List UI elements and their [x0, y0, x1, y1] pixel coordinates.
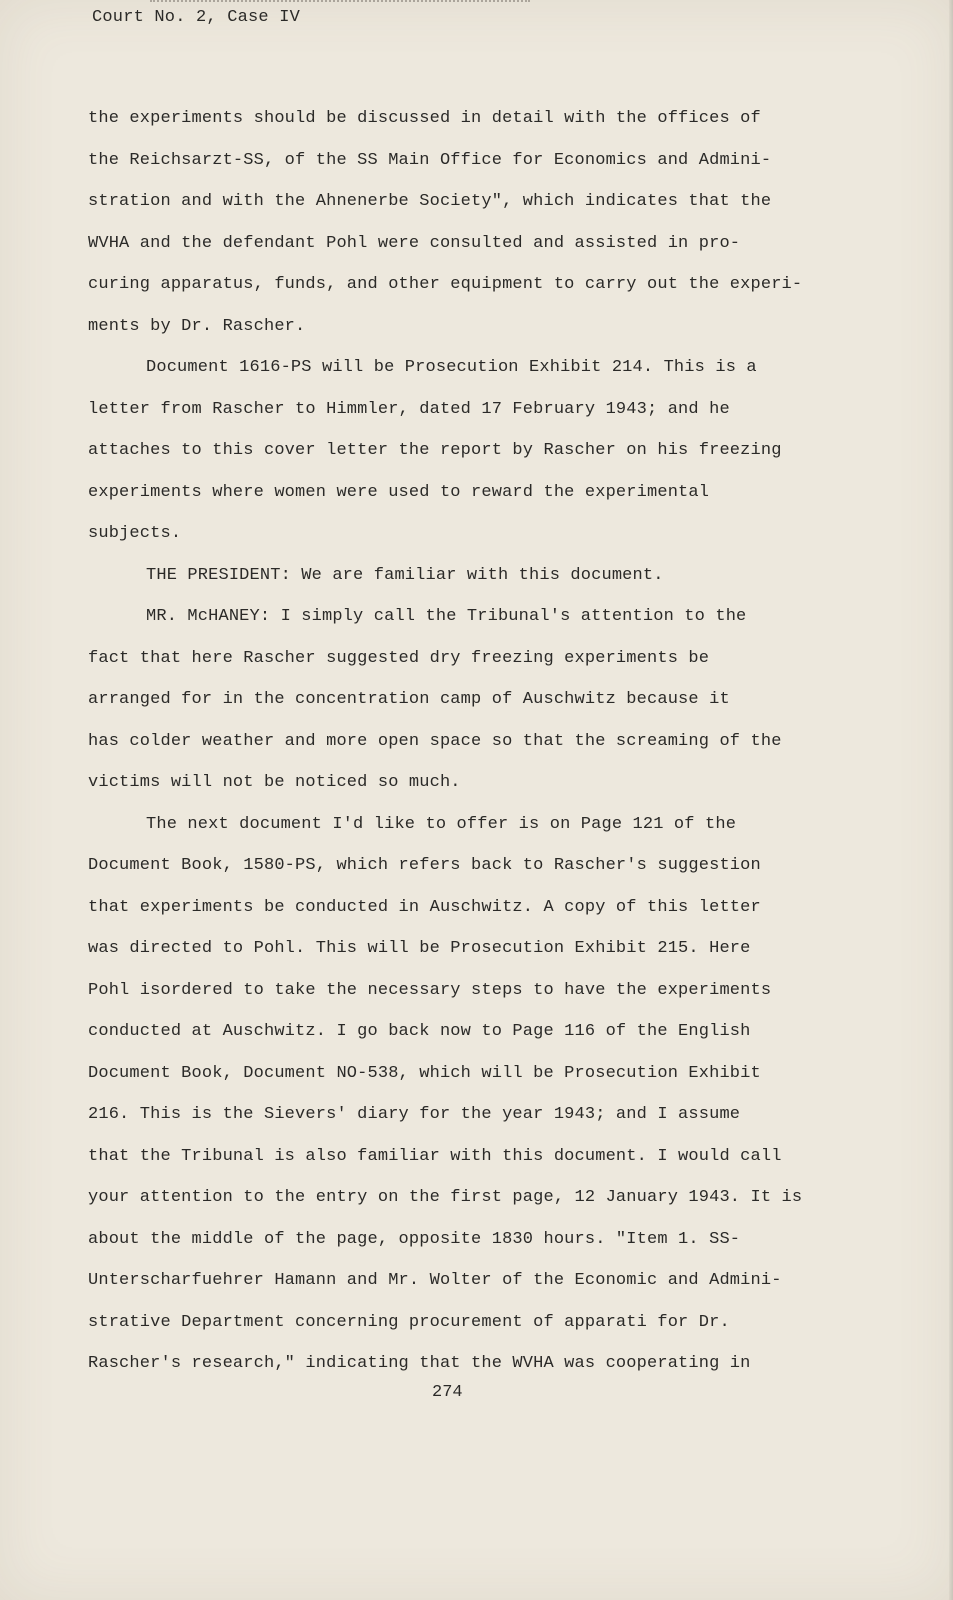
text-line: Document Book, 1580-PS, which refers back to Rascher's suggestion — [88, 856, 761, 875]
text-line: The next document I'd like to offer is on Page 121 of the — [146, 814, 737, 834]
text-line: WVHA and the defendant Pohl were consulted and assisted in pro- — [88, 233, 741, 253]
text-line: Unterscharfuehrer Hamann and Mr. Wolter of the Economic and Admini- — [88, 1271, 782, 1290]
text-line: conducted at Auschwitz. I go back now to Page 116 of the English — [88, 1022, 751, 1041]
text-line: THE PRESIDENT: We are familiar with this document. — [146, 565, 664, 585]
text-line: Document Book, Document NO-538, which will be Prosecution Exhibit — [88, 1063, 761, 1083]
text-line: the experiments should be discussed in detail with the offices of — [88, 109, 761, 128]
text-line: experiments where women were used to reward the experimental — [88, 482, 710, 502]
text-line: letter from Rascher to Himmler, dated 17 February 1943; and he — [88, 399, 730, 419]
paper-edge-shadow — [949, 0, 953, 1600]
text-line: your attention to the entry on the first page, 12 January 1943. It is — [88, 1188, 803, 1207]
page-number: 274 — [432, 1383, 463, 1402]
text-line: has colder weather and more open space so that the screaming of the — [88, 731, 782, 751]
text-line: attaches to this cover letter the report by Rascher on his freezing — [88, 441, 782, 460]
text-line: 216. This is the Sievers' diary for the year 1943; and I assume — [88, 1105, 741, 1124]
transcript-body — [88, 98, 808, 1385]
text-line: Pohl isordered to take the necessary steps to have the experiments — [88, 980, 772, 1000]
text-line: curing apparatus, funds, and other equipment to carry out the experi- — [88, 275, 803, 294]
text-line: Rascher's research," indicating that the WVHA was cooperating in — [88, 1354, 751, 1373]
text-line: arranged for in the concentration camp of Auschwitz because it — [88, 690, 730, 709]
text-line: stration and with the Ahnenerbe Society", which indicates that the — [88, 192, 772, 211]
text-line: was directed to Pohl. This will be Prosecution Exhibit 215. Here — [88, 939, 751, 958]
text-line: MR. McHANEY: I simply call the Tribunal's attention to the — [146, 607, 747, 626]
text-line: about the middle of the page, opposite 1830 hours. "Item 1. SS- — [88, 1229, 741, 1249]
text-line: that experiments be conducted in Auschwitz. A copy of this letter — [88, 897, 761, 917]
text-line: fact that here Rascher suggested dry freezing experiments be — [88, 648, 710, 668]
text-line: Document 1616-PS will be Prosecution Exhibit 214. This is a — [146, 358, 757, 377]
text-line: subjects. — [88, 524, 182, 543]
cut-off-top-line — [150, 0, 530, 8]
case-header: Court No. 2, Case IV — [92, 8, 301, 27]
text-line: strative Department concerning procurement of apparati for Dr. — [88, 1312, 730, 1332]
text-line: victims will not be noticed so much. — [88, 773, 461, 792]
text-line: that the Tribunal is also familiar with this document. I would call — [88, 1146, 782, 1166]
text-line: ments by Dr. Rascher. — [88, 316, 306, 336]
text-line: the Reichsarzt-SS, of the SS Main Office for Economics and Admini- — [88, 150, 772, 170]
